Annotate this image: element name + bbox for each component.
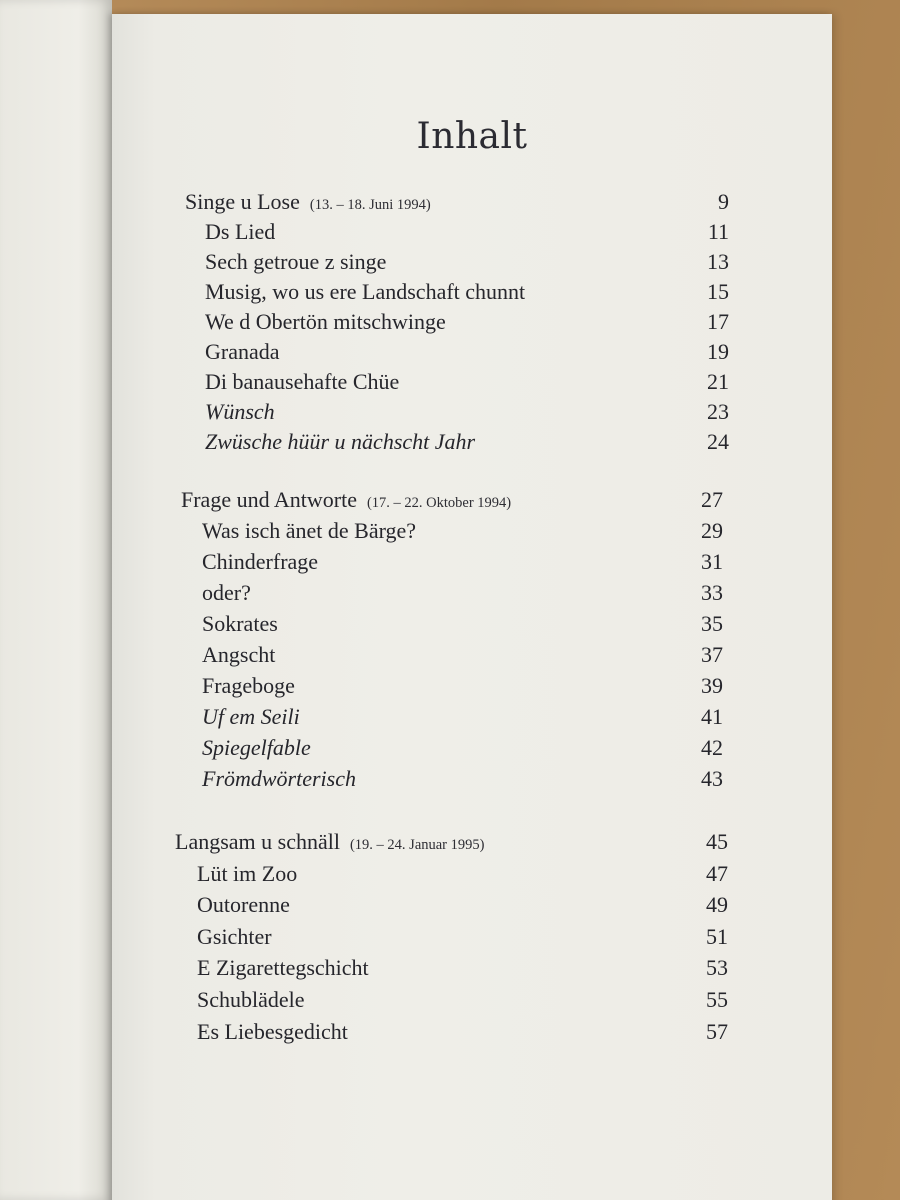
- page-number: 21: [707, 369, 729, 394]
- toc-entry: [202, 609, 723, 639]
- toc-entry: [197, 953, 728, 983]
- entry-title: Spiegelfable: [202, 735, 311, 760]
- entry-title: Frömdwörterisch: [202, 766, 356, 791]
- entry-title: oder?: [202, 580, 251, 605]
- section-title: Frage und Antworte (17. – 22. Oktober 1994): [181, 487, 512, 512]
- page-number: 24: [707, 429, 729, 454]
- page-number: 11: [707, 219, 729, 244]
- toc-entry: [205, 397, 729, 427]
- page-number: 37: [701, 642, 723, 667]
- entry-title: Zwüsche hüür u nächscht Jahr: [205, 429, 476, 454]
- page-number: 13: [707, 249, 729, 274]
- entry-title: Gsichter: [197, 923, 272, 949]
- page-number: 33: [701, 580, 723, 605]
- toc-entry: [202, 764, 723, 794]
- page-number: 55: [706, 987, 728, 1012]
- entry-title: We d Obertön mitschwinge: [205, 309, 446, 334]
- toc-entry: [205, 307, 729, 337]
- page-number: 27: [701, 487, 723, 512]
- toc-entry: [197, 985, 728, 1015]
- toc-entry: [197, 890, 728, 920]
- entry-title: Schublädele: [197, 987, 305, 1012]
- section-dates: (17. – 22. Oktober 1994): [366, 495, 512, 511]
- book-page: [112, 14, 832, 1200]
- page-number: 47: [706, 860, 728, 886]
- toc-entry: [205, 427, 729, 457]
- page-number: 45: [706, 829, 728, 854]
- toc-entry: [197, 859, 728, 889]
- page-number: 9: [718, 189, 729, 214]
- entry-title: Lüt im Zoo: [197, 860, 298, 886]
- entry-title: Uf em Seili: [202, 704, 300, 729]
- section-title: Langsam u schnäll (19. – 24. Januar 1995): [175, 829, 485, 854]
- toc-entry: [205, 247, 729, 277]
- toc-entry: [202, 702, 723, 732]
- entry-title: Was isch änet de Bärge?: [202, 518, 417, 543]
- entry-title: Es Liebesgedicht: [197, 1018, 348, 1044]
- entry-title: Di banausehafte Chüe: [205, 369, 400, 394]
- toc-entry: [202, 516, 723, 546]
- toc-entry: [202, 578, 723, 608]
- page-number: 57: [706, 1018, 728, 1044]
- section-title: Singe u Lose (13. – 18. Juni 1994): [185, 189, 431, 214]
- page-number: 29: [701, 518, 723, 543]
- page-number: 23: [707, 399, 729, 424]
- page-number: 53: [706, 955, 728, 981]
- toc-entry: [202, 547, 723, 577]
- toc-entry: [197, 922, 728, 952]
- page-number: 51: [706, 923, 728, 949]
- toc-section-heading: [185, 187, 729, 217]
- toc-entry: [205, 277, 729, 307]
- entry-title: Ds Lied: [205, 219, 276, 244]
- page-number: 43: [701, 766, 723, 791]
- entry-title: Musig, wo us ere Landschaft chunnt: [205, 279, 526, 304]
- entry-title: Frageboge: [202, 673, 295, 698]
- page-number: 35: [701, 611, 723, 636]
- entry-title: Sech getroue z singe: [205, 249, 387, 274]
- facing-page: [0, 0, 112, 1200]
- toc-entry: [202, 640, 723, 670]
- page-number: 17: [707, 309, 729, 334]
- toc-entry: [205, 367, 729, 397]
- page-title: Inhalt: [416, 116, 528, 157]
- page-number: 15: [707, 279, 729, 304]
- page-number: 31: [701, 549, 723, 574]
- entry-title: E Zigarettegschicht: [197, 955, 369, 981]
- page-number: 42: [701, 735, 723, 760]
- section-dates: (13. – 18. Juni 1994): [309, 197, 431, 213]
- toc-entry: [202, 671, 723, 701]
- entry-title: Sokrates: [202, 611, 278, 636]
- toc-entry: [197, 1017, 728, 1047]
- page-number: 19: [707, 339, 729, 364]
- page-number: 41: [701, 704, 723, 729]
- entry-title: Outorenne: [197, 892, 290, 918]
- entry-title: Granada: [205, 339, 280, 364]
- entry-title: Wünsch: [205, 399, 275, 424]
- toc-section-heading: [175, 827, 728, 857]
- toc-section-heading: [181, 485, 723, 515]
- toc-entry: [205, 217, 729, 247]
- page-number: 49: [706, 892, 728, 918]
- table-of-contents: [112, 14, 832, 1200]
- section-dates: (19. – 24. Januar 1995): [349, 837, 485, 853]
- entry-title: Chinderfrage: [202, 549, 319, 574]
- toc-entry: [205, 337, 729, 367]
- entry-title: Angscht: [202, 642, 276, 667]
- page-number: 39: [701, 673, 723, 698]
- toc-entry: [202, 733, 723, 763]
